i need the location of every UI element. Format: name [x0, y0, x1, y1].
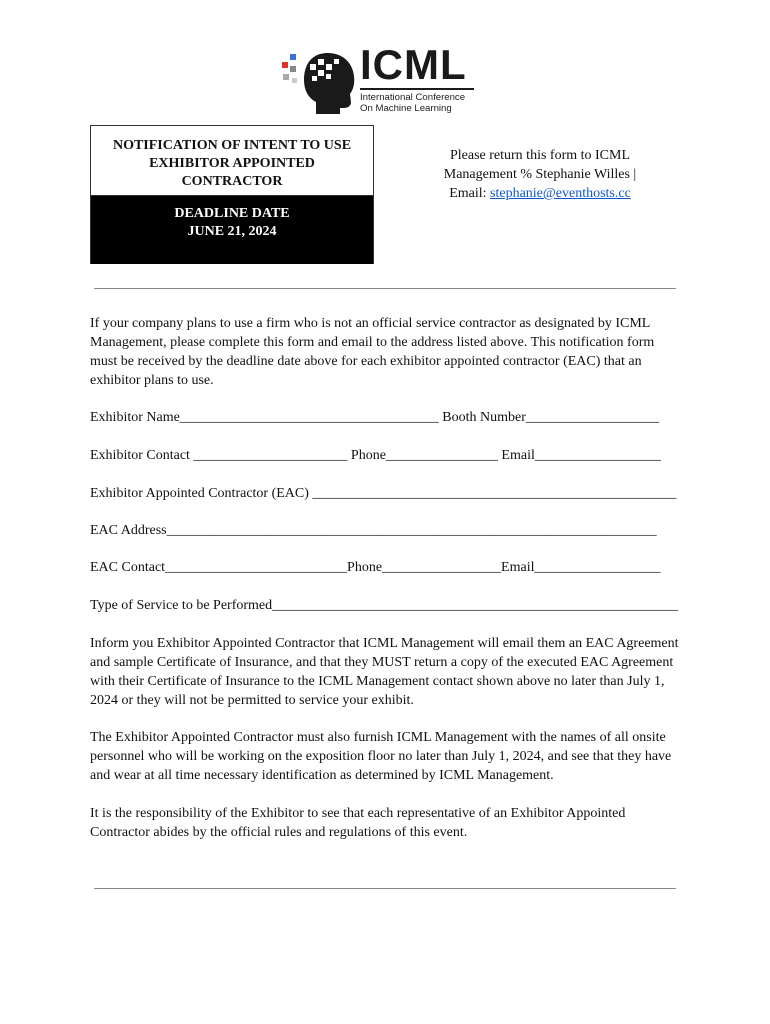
- pixel-squares-icon: [280, 54, 302, 88]
- logo-subtitle-line2: On Machine Learning: [360, 103, 452, 114]
- notice-title-line3: CONTRACTOR: [181, 174, 283, 189]
- logo-divider: [360, 88, 474, 90]
- logo-subtitle: [360, 92, 465, 114]
- exhibitor-contact-field[interactable]: Exhibitor Contact ______________________ Phone________________ Email__________________: [90, 448, 661, 463]
- icml-logo: [280, 41, 480, 118]
- email-label: Email:: [449, 186, 491, 201]
- bottom-divider: [94, 888, 676, 889]
- return-line1: Please return this form to ICML: [449, 148, 631, 163]
- notice-title-line2: EXHIBITOR APPOINTED: [149, 156, 315, 171]
- top-divider: [94, 288, 676, 289]
- return-email-line: [420, 184, 660, 203]
- deadline-label: DEADLINE DATE: [174, 206, 290, 221]
- personnel-paragraph: The Exhibitor Appointed Contractor must also furnish ICML Management with the names of all onsite personnel who will be working on the exposition floor no later than July 1, 2024, and see that they have and wear at all time necessary identification as determined by ICML Management.: [90, 730, 672, 783]
- service-type-field[interactable]: Type of Service to be Performed__________________________________________________________: [90, 598, 679, 613]
- eac-address-field[interactable]: EAC Address______________________________________________________________________: [90, 523, 657, 538]
- return-line2: Management % Stephanie Willes |: [443, 167, 637, 182]
- exhibitor-name-field[interactable]: Exhibitor Name_____________________________________ Booth Number___________________: [90, 410, 659, 425]
- head-silhouette-icon: [298, 50, 356, 116]
- intro-paragraph: If your company plans to use a firm who is not an official service contractor as designated by ICML Management, please complete this form and email to the address listed above. This notification form must be received by the deadline date above for each exhibitor appointed contractor (EAC) that an exhibitor plans to use.: [90, 316, 655, 388]
- deadline-date: JUNE 21, 2024: [187, 224, 277, 239]
- eac-name-field[interactable]: Exhibitor Appointed Contractor (EAC) ____________________________________________________: [90, 486, 677, 501]
- contact-email-link[interactable]: stephanie@eventhosts.cc: [490, 186, 631, 201]
- logo-wordmark: ICML: [360, 41, 467, 88]
- return-instructions: [420, 146, 660, 203]
- inform-paragraph: Inform you Exhibitor Appointed Contractor that ICML Management will email them an EAC Agreement and sample Certificate of Insurance, and that they MUST return a copy of the executed EAC Agreement with their Certificate of Insurance to the ICML Management contact shown above no later than July 1, 2024 or they will not be permitted to service your exhibit.: [90, 636, 679, 708]
- deadline-panel: [91, 196, 373, 264]
- notice-box: [90, 125, 374, 264]
- eac-contact-field[interactable]: EAC Contact__________________________Phone_________________Email__________________: [90, 560, 661, 575]
- responsibility-paragraph: It is the responsibility of the Exhibitor to see that each representative of an Exhibitor Appointed Contractor abides by the official rules and regulations of this event.: [90, 806, 626, 840]
- notice-title: [91, 126, 373, 196]
- notice-title-line1: NOTIFICATION OF INTENT TO USE: [112, 138, 352, 153]
- logo-subtitle-line1: International Conference: [360, 92, 466, 103]
